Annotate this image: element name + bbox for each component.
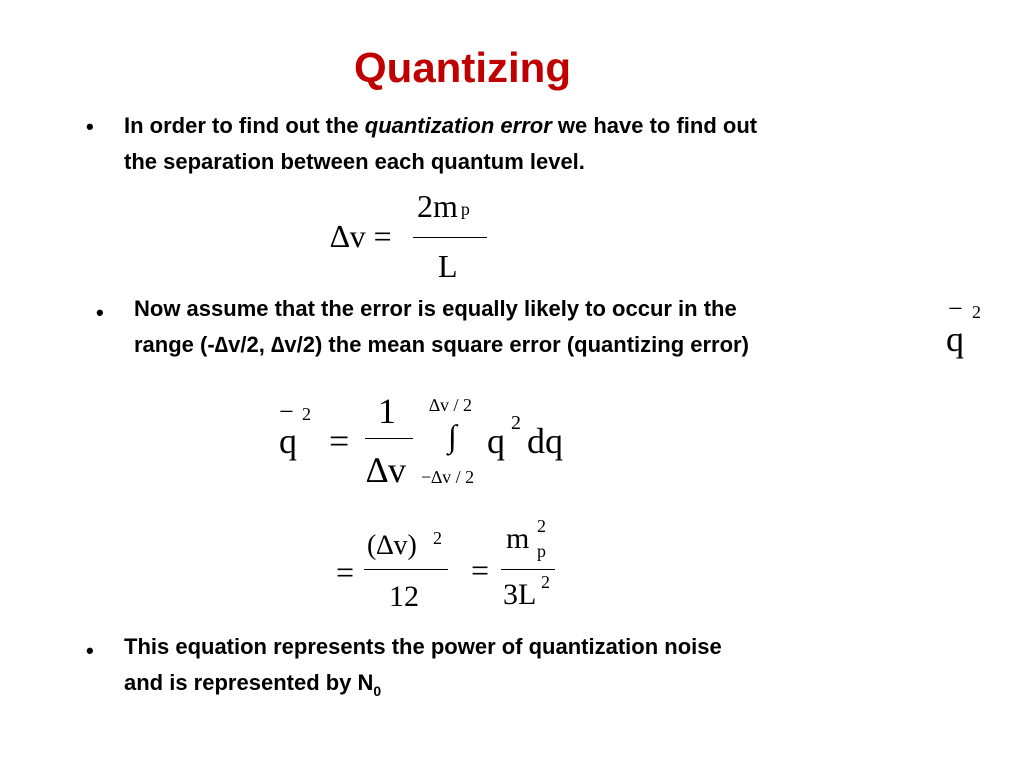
bullet-1-text-b: we have to find out [551,113,758,138]
eq3-num-1: (∆v) [367,530,417,561]
eq3-num-2-sup: 2 [537,516,546,536]
side-bar: − [948,294,963,323]
eq3-fraction-bar-1 [364,569,448,570]
eq2-integrand-q: q [487,421,505,461]
slide-title: Quantizing [354,44,571,91]
eq1-num-text: 2m [417,188,458,224]
eq2-dq: dq [527,421,563,461]
eq2-lhs-base: q [279,421,297,461]
eq2-fraction-bar [365,438,413,439]
eq2-lhs-bar: − [279,397,294,426]
side-base: q [946,319,964,359]
eq2-upper-limit: ∆v / 2 [429,395,473,415]
eq3-equals-1: = [336,554,355,590]
bullet-1-line-2: the separation between each quantum level. [124,149,585,174]
bullet-3-subscript: 0 [373,683,382,699]
side-sup: 2 [972,302,981,322]
eq2-lhs-sup: 2 [302,404,311,424]
eq1-numerator [417,188,470,225]
eq2-equals: = [329,421,350,461]
bullet-2-line-2: range (-∆v/2, ∆v/2) the mean square error (quantizing error) [134,332,749,357]
bullet-1-emphasis: quantization error [364,113,552,138]
eq3-num-2: m [506,522,530,555]
eq2-frac-numerator: 1 [378,391,396,431]
eq3-num-1-sup: 2 [433,528,442,548]
eq3-den-1: 12 [389,580,419,613]
eq3-fraction-bar-2 [501,569,555,570]
eq3-den-2: 3L [503,578,537,611]
eq3-num-2-sub: p [537,541,546,561]
eq3-den-2-sup: 2 [541,572,550,592]
bullet-3-line-2 [124,665,381,709]
eq2-lower-limit: −∆v / 2 [421,467,475,487]
integral-symbol: ∫ [448,418,457,454]
bullet-marker-1: • [86,114,94,139]
bullet-1-text-a: In order to find out the [124,113,365,138]
bullet-1-line-1 [124,108,757,144]
eq1-fraction-bar [413,237,487,238]
bullet-3-text: and is represented by N [124,670,374,695]
bullet-marker-2: • [96,300,104,325]
eq1-num-subscript: p [460,199,470,219]
eq1-denominator: L [438,248,458,284]
eq2-frac-denominator: ∆v [366,450,407,490]
eq1-lhs: ∆v = [330,218,392,254]
bullet-2-line-1: Now assume that the error is equally likely to occur in the [134,296,737,321]
bullet-3-line-1: This equation represents the power of quantization noise [124,634,722,659]
bullet-marker-3: • [86,638,94,663]
eq2-integrand-sup: 2 [511,412,521,434]
eq3-equals-2: = [471,552,490,588]
